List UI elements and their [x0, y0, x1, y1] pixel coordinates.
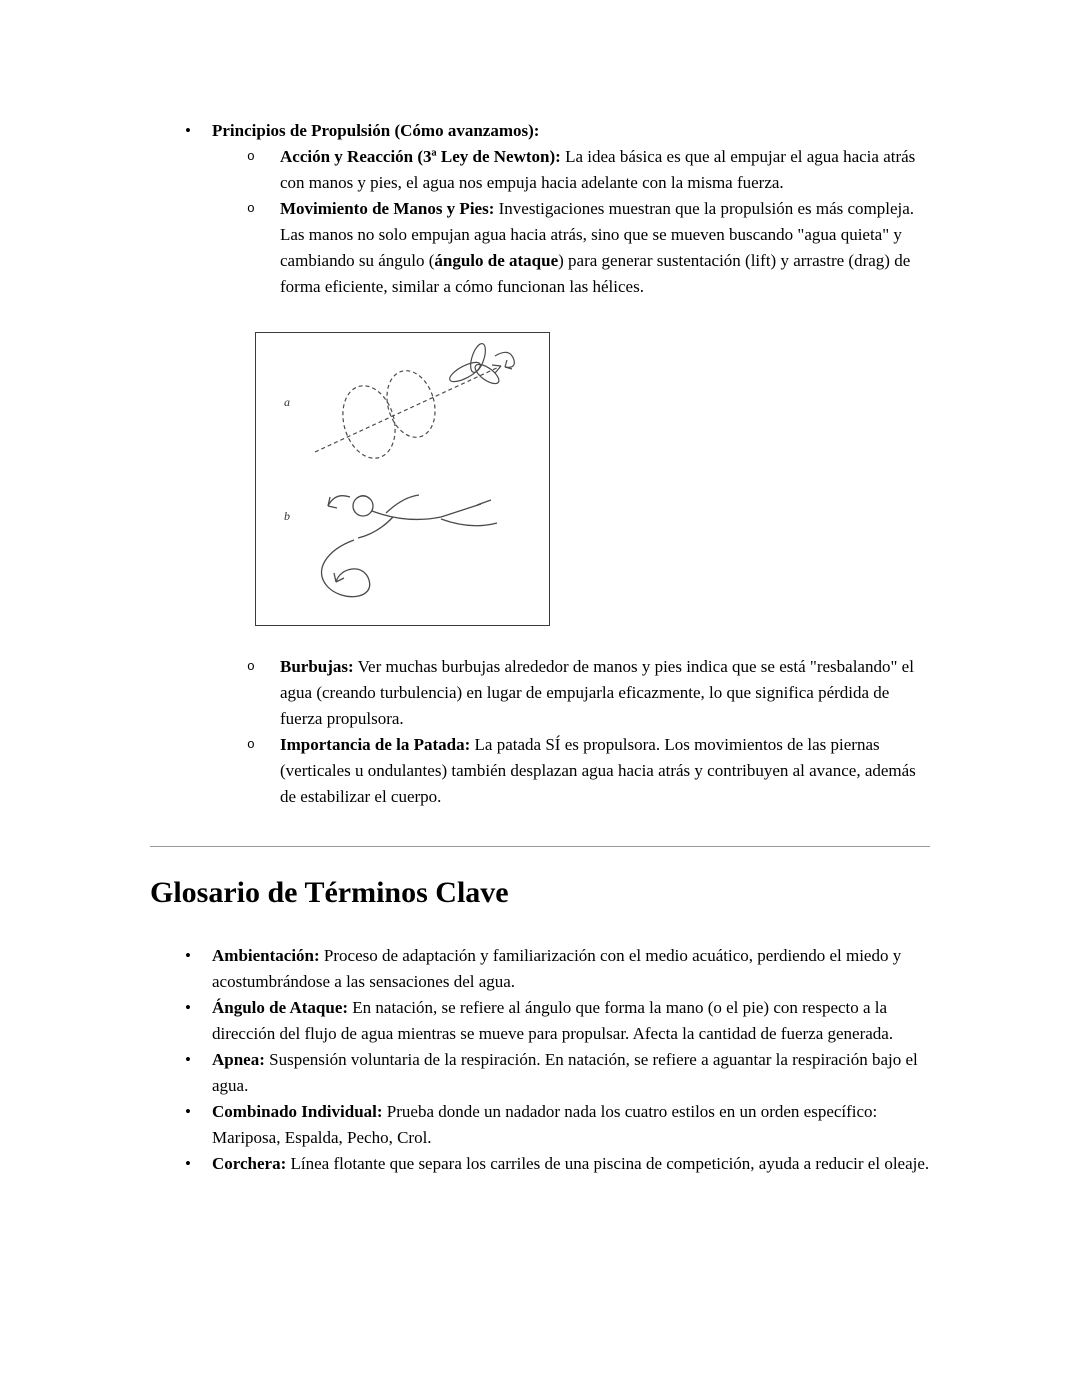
glossary-item-corchera — [185, 1151, 930, 1177]
bullet-icon: • — [185, 1154, 191, 1173]
sculling-diagram-drawing — [257, 334, 548, 624]
term-description: En natación, se refiere al ángulo que forma la mano (o el pie) con respecto a la dirección del flujo de agua mientras se mueve para propulsar. Afecta la cantidad de fuerza generada. — [212, 998, 894, 1043]
term-label: Burbujas: — [280, 657, 354, 676]
bullet-icon: • — [185, 1050, 191, 1069]
circle-bullet-icon: o — [247, 737, 255, 752]
term-description: Investigaciones muestran que la propulsión es más compleja. Las manos no solo empujan agua hacia atrás, sino que se mueven buscando "agua quieta" y cambiando su ángulo ( — [280, 199, 915, 270]
term-description-continued: ) para generar sustentación (lift) y arrastre (drag) de forma eficiente, similar a cómo funcionan las hélices. — [280, 251, 911, 296]
propulsion-title: Principios de Propulsión (Cómo avanzamos): — [212, 121, 540, 140]
term-description: Línea flotante que separa los carriles de una piscina de competición, ayuda a reducir el oleaje. — [290, 1154, 930, 1173]
term-label: Corchera: — [212, 1154, 287, 1173]
propulsion-subitem-accion — [247, 144, 930, 196]
propulsion-content — [212, 118, 930, 810]
swimmer-drawing — [321, 495, 497, 597]
glossary-item-text — [212, 943, 930, 995]
glossary-item-apnea — [185, 1047, 930, 1099]
subitem-text — [280, 732, 930, 810]
propulsion-sublist — [212, 144, 930, 810]
glossary-item-text — [212, 995, 930, 1047]
propulsion-subitem-patada — [247, 732, 930, 810]
figure-label-a: a — [284, 395, 290, 409]
term-label: Ángulo de Ataque: — [212, 998, 349, 1017]
term-description: La patada SÍ es propulsora. Los movimientos de las piernas (verticales u ondulantes) también desplazan agua hacia atrás y contribuyen al avance, además de estabilizar el cuerpo. — [280, 735, 916, 806]
glossary-item-ambientacion — [185, 943, 930, 995]
subitem-text — [280, 144, 930, 196]
propulsion-subitem-movimiento — [247, 196, 930, 300]
inline-bold-term: ángulo de ataque — [434, 251, 559, 270]
term-label: Apnea: — [212, 1050, 265, 1069]
glossary-item-combinado-individual — [185, 1099, 930, 1151]
glossary-item-angulo-de-ataque — [185, 995, 930, 1047]
glossary-item-text — [212, 1099, 930, 1151]
glossary-item-text — [212, 1047, 930, 1099]
term-description: Prueba donde un nadador nada los cuatro estilos en un orden específico: Mariposa, Espalda, Pecho, Crol. — [212, 1102, 878, 1147]
figure-label-b: b — [284, 509, 290, 523]
glossary-item-text — [212, 1151, 930, 1177]
propulsion-subitem-burbujas — [247, 654, 930, 732]
term-label: Ambientación: — [212, 946, 320, 965]
bullet-icon: • — [185, 998, 191, 1017]
circle-bullet-icon: o — [247, 149, 255, 164]
glossary-heading: Glosario de Términos Clave — [150, 876, 509, 909]
figure-container — [255, 332, 930, 626]
glossary-list — [150, 943, 930, 1177]
subitem-text — [280, 654, 930, 732]
term-label: Acción y Reacción (3ª Ley de Newton): — [280, 147, 561, 166]
term-label: Combinado Individual: — [212, 1102, 383, 1121]
term-description: Ver muchas burbujas alrededor de manos y pies indica que se está "resbalando" el agua (creando turbulencia) en lugar de empujarla eficazmente, lo que significa pérdida de fuerza propulsora. — [280, 657, 914, 728]
horizontal-divider — [150, 846, 930, 847]
term-description: La idea básica es que al empujar el agua hacia atrás con manos y pies, el agua nos empuja hacia adelante con la misma fuerza. — [280, 147, 916, 192]
circle-bullet-icon: o — [247, 201, 255, 216]
subitem-text — [280, 196, 930, 300]
bullet-icon: • — [185, 946, 191, 965]
circle-bullet-icon: o — [247, 659, 255, 674]
term-label: Movimiento de Manos y Pies: — [280, 199, 495, 218]
term-label: Importancia de la Patada: — [280, 735, 471, 754]
sculling-diagram-figure — [255, 332, 550, 626]
bullet-icon: • — [185, 121, 191, 140]
propulsion-list-item — [185, 118, 930, 810]
propeller-path-drawing — [315, 342, 514, 465]
bullet-icon: • — [185, 1102, 191, 1121]
term-description: Proceso de adaptación y familiarización con el medio acuático, perdiendo el miedo y acostumbrándose a las sensaciones del agua. — [212, 946, 902, 991]
term-description: Suspensión voluntaria de la respiración. En natación, se refiere a aguantar la respiración bajo el agua. — [212, 1050, 918, 1095]
